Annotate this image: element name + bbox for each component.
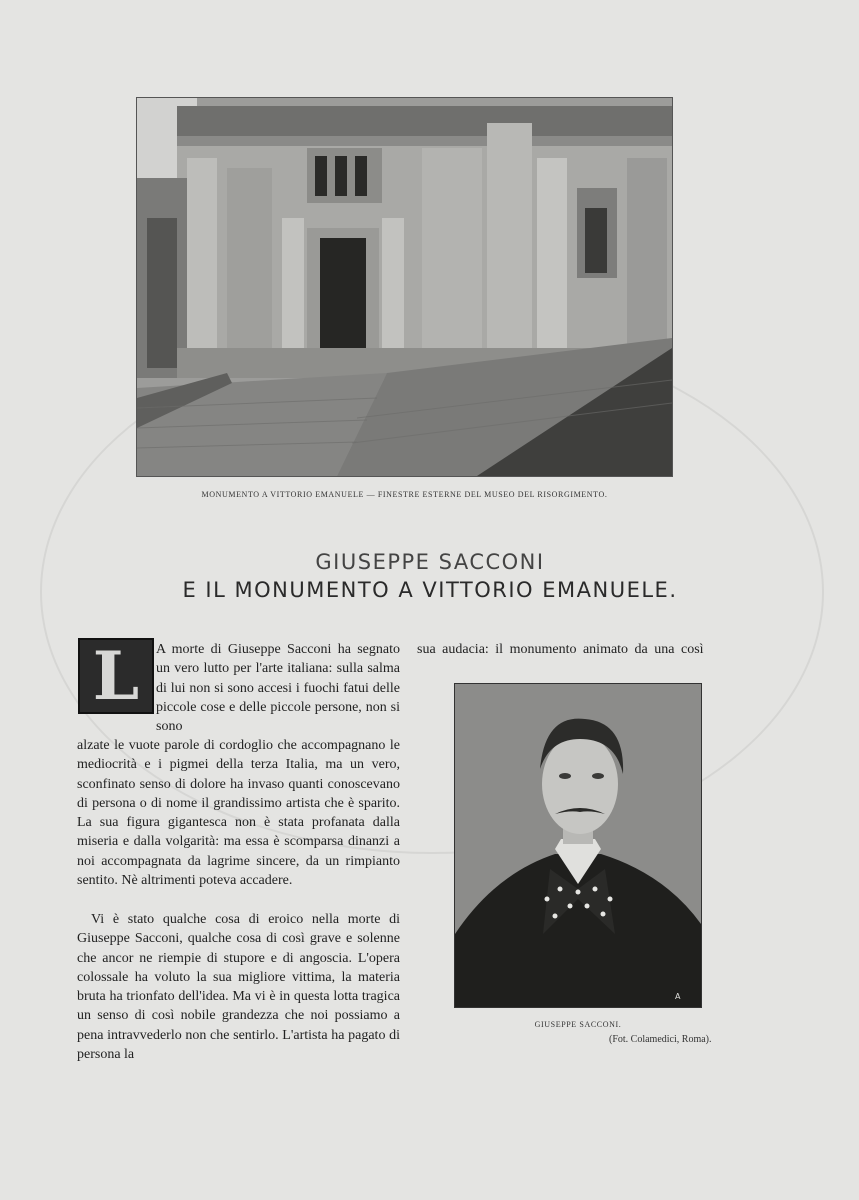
portrait-photo [455, 684, 701, 1007]
portrait-credit: (Fot. Colamedici, Roma). [609, 1034, 712, 1045]
article-title-line-2: E IL MONUMENTO A VITTORIO EMANUELE. [182, 578, 678, 602]
top-photo-caption: MONUMENTO A VITTORIO EMANUELE — FINESTRE ESTERNE DEL MUSEO DEL RISORGIMENTO. [201, 490, 608, 499]
paragraph-2: Vi è stato qualche cosa di eroico nella morte di Giuseppe Sacconi, qualche cosa di così grave e solenne che ancor ne riempie di stupore e di angoscia. L'opera colossale ha voluto la sua migliore vittima, la materia bruta ha trionfato dell'idea. Ma vi è in questa lotta tragica un senso di così nobile grandezza che noi possiamo a pena intravvederlo non che sentirlo. L'artista ha pagato di persona la [77, 912, 400, 1063]
dropcap-letter: L [92, 637, 140, 715]
museum-facade-photo [137, 98, 672, 476]
paragraph-1-opening: A morte di Giuseppe Sacconi ha segnato un vero lutto per l'arte italiana: sulla salma di lui non si sono accesi i fuochi fatui delle piccole cose e delle piccole persone, non si sono [156, 642, 400, 735]
ornamental-dropcap [78, 638, 154, 714]
paragraph-3-column-2: sua audacia: il monumento animato da una così [417, 642, 704, 657]
article-title-line-1: GIUSEPPE SACCONI [315, 550, 545, 574]
svg-text:A: A [675, 992, 681, 1001]
paragraph-1-continuation: alzate le vuote parole di cordoglio che accompagnano le mediocrità e i pigmei della terza Italia, ma un vero, sconfinato senso di dolore ha invaso quanti conoscevano di persona o di nome il grandissimo artista che è sparito. La sua figura gigantesca non è stata profanata dalla miseria e dalla volgarità: ma essa è scomparsa dinanzi a noi accompagnata da lagrime sincere, da un rimpianto sentito. Nè altrimenti poteva accadere. [77, 738, 400, 889]
portrait-caption: GIUSEPPE SACCONI. [534, 1020, 622, 1029]
